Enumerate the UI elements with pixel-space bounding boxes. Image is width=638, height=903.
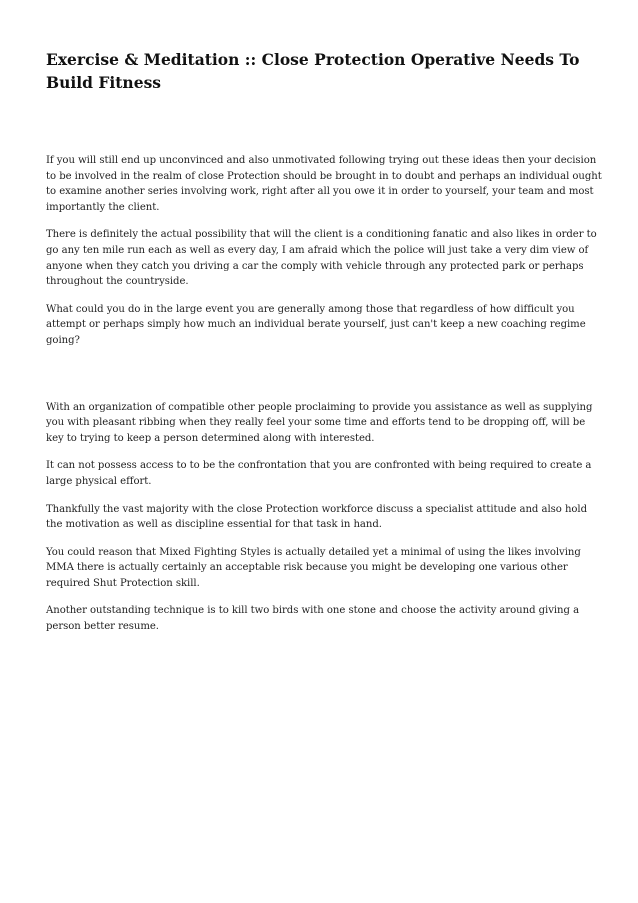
paragraph-2: There is definitely the actual possibility that will the client is a conditioning fanatic and also likes in order to go any ten mile run each as well as every day, I am afraid which the police will just take a very dim view of anyone when they catch you driving a car the comply with vehicle through any protected park or perhaps throughout the countryside. [46, 229, 597, 288]
paragraph-7: You could reason that Mixed Fighting Styles is actually detailed yet a minimal of using the likes involving MMA there is actually certainly an acceptable risk because you might be developing one various other required Shut Protection skill. [46, 546, 581, 589]
article-title: Exercise & Meditation :: Close Protection Operative Needs To Build Fitness [46, 50, 580, 92]
paragraph-3: What could you do in the large event you are generally among those that regardless of how difficult you attempt or perhaps simply how much an individual berate yourself, just can't keep a new coaching regime going? [46, 303, 586, 346]
paragraph-4: With an organization of compatible other people proclaiming to provide you assistance as well as supplying you with pleasant ribbing when they really feel your some time and efforts tend to be dropping off, will be key to trying to keep a person determined along with interested. [46, 401, 593, 444]
paragraph-1: If you will still end up unconvinced and also unmotivated following trying out these ideas then your decision to be involved in the realm of close Protection should be brought in to doubt and perhaps an individual ought to examine another series involving work, right after all you owe it in order to yourself, your team and most importantly the client. [46, 155, 602, 213]
paragraph-8: Another outstanding technique is to kill two birds with one stone and choose the activity around giving a person better resume. [46, 605, 580, 633]
section-gap [46, 361, 602, 400]
paragraph-6: Thankfully the vast majority with the close Protection workforce discuss a specialist attitude and also hold the motivation as well as discipline essential for that task in hand. [46, 503, 588, 531]
paragraph-5: It can not possess access to to be the confrontation that you are confronted with being required to create a large physical effort. [46, 460, 592, 487]
article-body [46, 153, 602, 647]
